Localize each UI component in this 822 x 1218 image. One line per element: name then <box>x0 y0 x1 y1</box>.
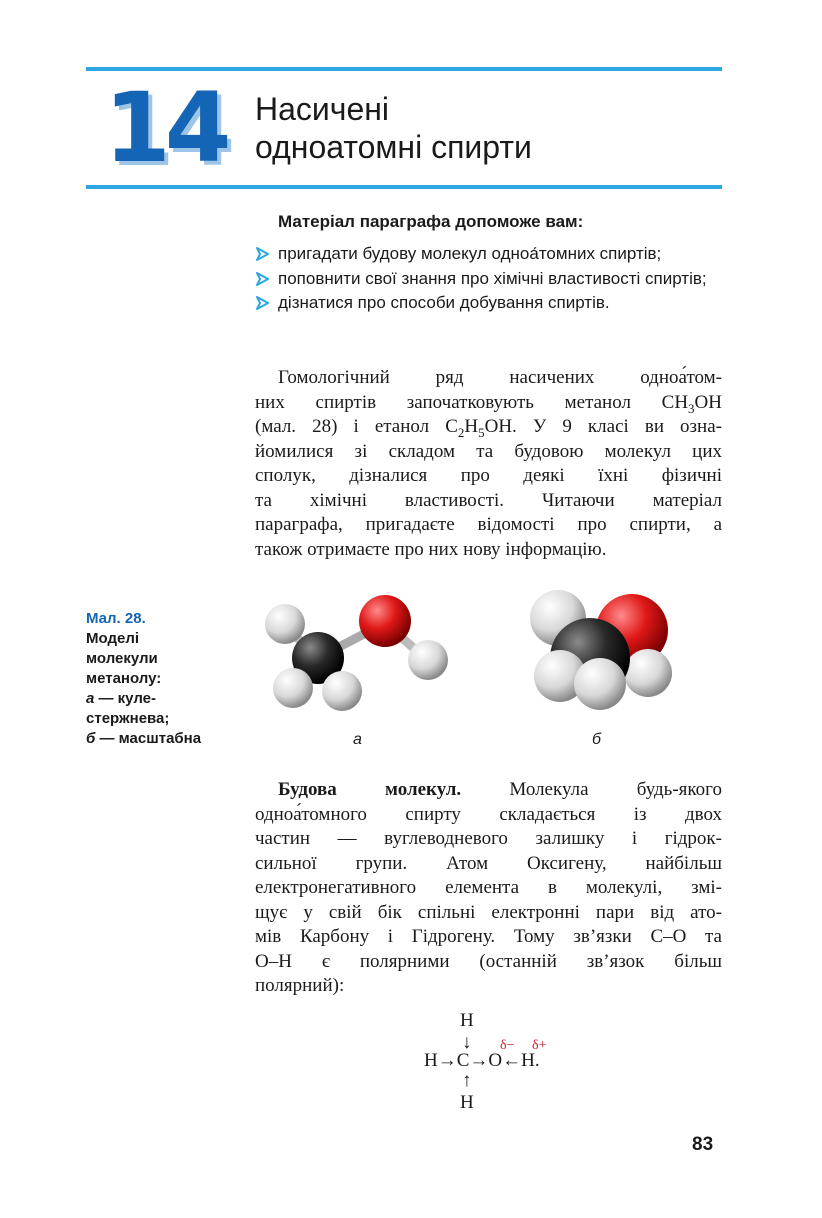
goal-item: поповнити свої знання про хімічні властивості спиртів; <box>255 267 722 292</box>
goals-heading: Матеріал параграфа допоможе вам: <box>278 212 584 231</box>
figure-caption-title: Мал. 28. <box>86 610 146 627</box>
goal-item: пригадати будову молекул однoа́томних спиртів; <box>255 242 722 267</box>
chevron-right-icon <box>255 272 269 286</box>
page-number: 83 <box>692 1134 714 1155</box>
paragraph-number: 14 <box>104 72 226 184</box>
structure-paragraph: Будова молекул. Молекула будь-якого одноа́томного спирту складається із двох частин — вуглеводневого залишку і гідрок- сильної групи. Атом Оксигену, найбільш електронегативного елемента в молекулі, змі- щує у свій бік спільні електронні пари від ато- мів Карбону і Гідрогену. Тому зв’язки C–O та O–H є полярними (останній зв’язок більш полярний): <box>255 779 722 996</box>
space-filling-model-image <box>520 588 680 713</box>
arrow-up-icon: ↑ <box>462 1070 472 1091</box>
delta-plus: δ+ <box>532 1038 547 1053</box>
goal-item: дізнатися про способи добування спиртів. <box>255 291 722 316</box>
chevron-right-icon <box>255 296 269 310</box>
intro-paragraph: Гомологічний ряд насичених одноа́том- них спиртів започатковують метанол $CH_3OH$ (мал. 28) і етанол $C_2H_5OH$. У 9 класі ви озна- йомилися зі складом та будовою молекул цих сполук, дізналися про деякі їхні фізичні та хімічні властивості. Читаючи матеріал параграфа, пригадаєте відомості про спирти, а також отримаєте про них нову інформацію. <box>255 367 722 560</box>
figure-caption: Мал. 28. Моделі молекули метанолу: а — куле- стержнева; б — масштабна <box>86 609 236 749</box>
formula-h-bottom: H <box>460 1092 474 1113</box>
structural-formula <box>420 1008 580 1118</box>
arrow-down-icon: ↓ <box>462 1032 472 1053</box>
figure-label-a: а <box>353 731 362 748</box>
goals-list <box>255 242 722 316</box>
chevron-right-icon <box>255 247 269 261</box>
top-rule <box>86 67 722 71</box>
title-line-2: одноатомні спирти <box>255 129 532 165</box>
bottom-rule <box>86 185 722 189</box>
formula-main: H→C→O←H. <box>424 1050 540 1071</box>
delta-minus: δ− <box>500 1038 515 1053</box>
title-line-1: Насичені <box>255 91 390 127</box>
formula-h-top: H <box>460 1010 474 1031</box>
page-title <box>255 90 532 166</box>
figure-label-b: б <box>592 731 601 748</box>
ball-and-stick-model-image <box>250 588 460 723</box>
